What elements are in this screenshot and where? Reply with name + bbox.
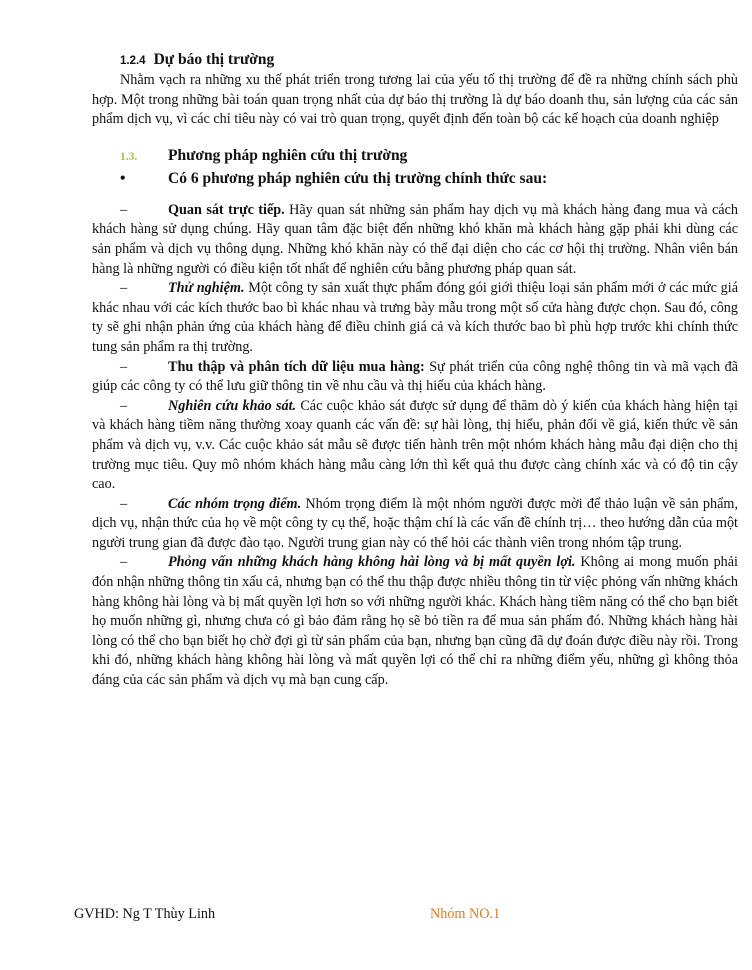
method-list (92, 201, 738, 691)
section-number: 1.2.4 (120, 55, 146, 67)
dash-icon: – (120, 495, 128, 512)
method-title: Các nhóm trọng điểm. (168, 495, 302, 512)
method-item (92, 201, 738, 279)
method-title: Thu thập và phân tích dữ liệu mua hàng: (168, 358, 425, 375)
method-title: Nghiên cứu khảo sát. (168, 397, 297, 414)
dash-icon: – (120, 397, 128, 414)
section-heading-1-3 (120, 146, 738, 167)
bullet-icon: • (120, 169, 126, 187)
method-title: Phỏng vấn những khách hàng không hài lòng và bị mất quyền lợi. (168, 554, 576, 571)
footer-instructor: GVHD: Ng T Thùy Linh (74, 906, 216, 922)
dash-icon: – (120, 554, 128, 571)
method-title: Quan sát trực tiếp. (168, 201, 285, 218)
page-content (92, 50, 738, 691)
method-item (92, 495, 738, 554)
dash-icon: – (120, 280, 128, 297)
method-text: Không ai mong muốn phải đón nhận những thông tin xấu cả, nhưng bạn có thể thu thập được nhiều thông tin từ việc phỏng vấn những khách hàng không hài lòng và bị mất quyền lợi hơn so với những người khác. Khách hàng tiềm năng có thể cho bạn biết họ muốn những gì, nhưng chưa có gì bảo đảm rằng họ sẽ bỏ tiền ra để mua sản phẩm đó. Những khách hàng hài lòng có thể cho bạn biết họ chờ đợi gì từ sản phẩm của bạn, nhưng bạn cũng đã dự đoán được điều này rồi. Trong khi đó, những khách hàng không hài lòng và mất quyền lợi có thể chỉ ra những điểm yếu, những gì không thỏa đáng của các sản phẩm và dịch vụ mà bạn cung cấp. (92, 554, 739, 689)
method-title: Thử nghiệm. (168, 280, 245, 297)
dash-icon: – (120, 358, 128, 375)
footer-group: Nhóm NO.1 (430, 906, 501, 922)
section-title: Phương pháp nghiên cứu thị trường (168, 146, 408, 164)
section-heading-1-2-4 (120, 50, 738, 71)
bullet-text: Có 6 phương pháp nghiên cứu thị trường chính thức sau: (168, 169, 548, 187)
dash-icon: – (120, 201, 128, 218)
method-item (92, 279, 738, 357)
method-text: Nhóm trọng điểm là một nhóm người được mời để thảo luận về sản phẩm, dịch vụ, nhận thức của họ về một công ty cụ thể, hoặc thậm chí là các vấn đề chính trị… theo hướng dẫn của một người trung gian đã được đào tạo. Người trung gian này có thể hỏi các thành viên trong nhóm tập trung. (92, 495, 738, 551)
section-paragraph: Nhằm vạch ra những xu thế phát triển trong tương lai của yếu tố thị trường để đề ra những chính sách phù hợp. Một trong những bài toán quan trọng nhất của dự báo thị trường là dự báo doanh thu, sản lượng của các sản phẩm dịch vụ, vì các chỉ tiêu này có vai trò quan trọng, quyết định đến toàn bộ các kế hoạch của doanh nghiệp (92, 72, 738, 128)
section-title: Dự báo thị trường (153, 51, 275, 68)
bullet-item (120, 169, 738, 189)
method-item (92, 358, 738, 397)
method-text: Hãy quan sát những sản phẩm hay dịch vụ mà khách hàng đang mua và cách khách hàng sử dụng chúng. Hãy quan tâm đặc biệt đến những khó khăn mà khách hàng gặp phải khi dùng các sản phẩm và dịch vụ thông dụng. Những khó khăn này có thể đại diện cho các cơ hội thị trường. Nhân viên bán hàng là những người có điều kiện tốt nhất để nghiên cứu bằng phương pháp quan sát. (92, 201, 738, 277)
method-item (92, 397, 738, 495)
section-number: 1.3. (120, 150, 138, 163)
method-item (92, 553, 738, 690)
method-text: Các cuộc khảo sát được sử dụng để thăm dò ý kiến của khách hàng hiện tại và khách hàng tiềm năng thường xoay quanh các vấn đề: sự hài lòng, thị hiếu, phản đối về giá, kiến thức về sản phẩm và dịch vụ, v.v. Các cuộc khảo sát mẫu sẽ được tiến hành trên một nhóm khách hàng mẫu đại diện cho thị trường mục tiêu. Quy mô nhóm khách hàng mẫu càng lớn thì kết quả thu được càng chính xác và có độ tin cậy cao. (92, 397, 738, 493)
method-text: Sự phát triển của công nghệ thông tin và mã vạch đã giúp các công ty có thể lưu giữ thông tin về nhu cầu và thị hiếu của khách hàng. (92, 358, 739, 395)
method-text: Một công ty sản xuất thực phẩm đóng gói giới thiệu loại sản phẩm mới ở các mức giá khác nhau với các kích thước bao bì khác nhau và trưng bày mẫu trong một số cửa hàng được chọn. Sau đó, công ty sẽ ghi nhận phản ứng của khách hàng để điều chỉnh giá cả và kích thước bao bì phù hợp trước khi chính thức tung sản phẩm ra thị trường. (92, 280, 738, 355)
